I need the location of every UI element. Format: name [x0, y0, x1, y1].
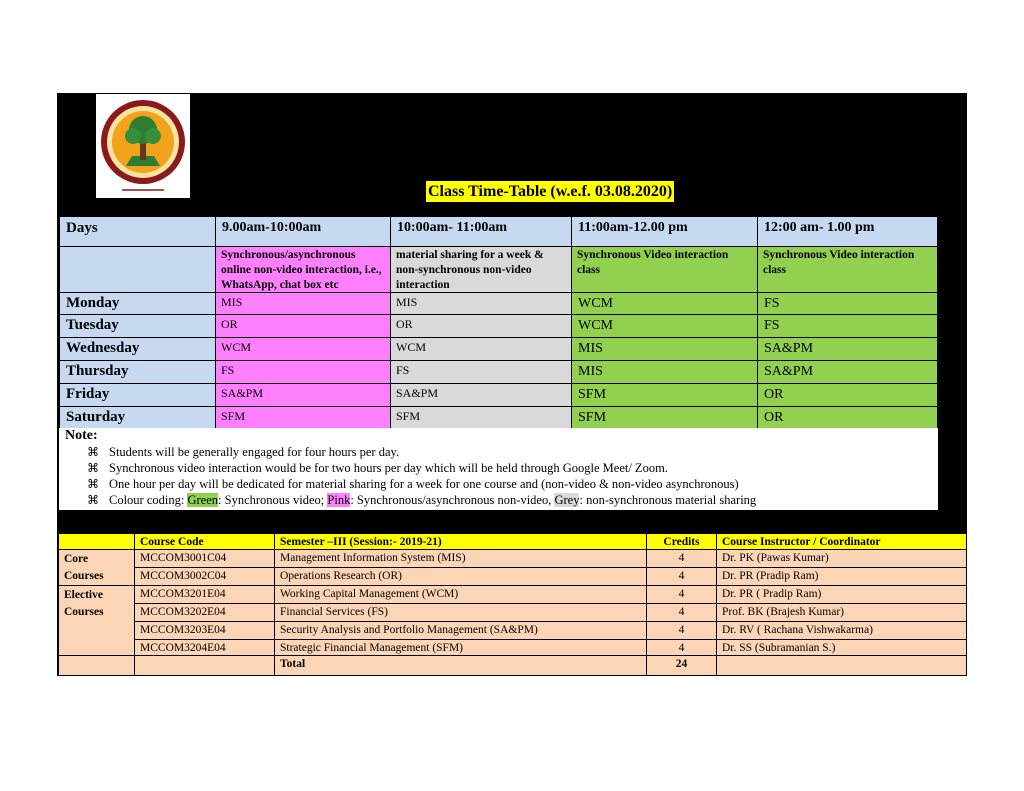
cell-monday-1: MIS — [215, 292, 391, 315]
cell-friday-4: OR — [757, 383, 938, 407]
course-credits: 4 — [646, 621, 717, 640]
total-label: Total — [274, 655, 647, 676]
total-row-code-blank — [134, 655, 275, 676]
pink-highlight: Pink — [327, 493, 351, 507]
course-code: MCCOM3202E04 — [134, 603, 275, 622]
elective-courses-label: Elective Courses — [58, 585, 135, 656]
course-credits: 4 — [646, 639, 717, 656]
note-item: ⌘ One hour per day will be dedicated for material sharing for a week for one course and (non-video & non-video asynchronous) — [87, 477, 739, 491]
cell-tuesday-2: OR — [390, 314, 572, 338]
desc-slot-3: Synchronous Video interaction class — [571, 246, 758, 293]
course-name: Operations Research (OR) — [274, 567, 647, 586]
course-instructor: Dr. RV ( Rachana Vishwakarma) — [716, 621, 967, 640]
cell-thursday-1: FS — [215, 360, 391, 384]
hash-bullet-icon: ⌘ — [87, 445, 99, 459]
cell-wednesday-1: WCM — [215, 337, 391, 361]
cell-wednesday-3: MIS — [571, 337, 758, 361]
course-instructor: Prof. BK (Brajesh Kumar) — [716, 603, 967, 622]
header-slot-1: 9.00am-10:00am — [215, 216, 391, 247]
course-instructor: Dr. SS (Subramanian S.) — [716, 639, 967, 656]
desc-slot-2: material sharing for a week & non-synchronous non-video interaction — [390, 246, 572, 293]
total-row-instructor-blank — [716, 655, 967, 676]
course-instructor: Dr. PR ( Pradip Ram) — [716, 585, 967, 604]
hash-bullet-icon: ⌘ — [87, 477, 99, 491]
day-monday: Monday — [59, 292, 216, 315]
hash-bullet-icon: ⌘ — [87, 461, 99, 475]
header-slot-4: 12:00 am- 1.00 pm — [757, 216, 938, 247]
core-courses-label: Core Courses — [58, 549, 135, 586]
day-wednesday: Wednesday — [59, 337, 216, 361]
day-thursday: Thursday — [59, 360, 216, 384]
day-tuesday: Tuesday — [59, 314, 216, 338]
course-instructor: Dr. PR (Pradip Ram) — [716, 567, 967, 586]
course-credits: 4 — [646, 549, 717, 568]
day-saturday: Saturday — [59, 406, 216, 429]
course-name: Working Capital Management (WCM) — [274, 585, 647, 604]
course-code: MCCOM3203E04 — [134, 621, 275, 640]
cell-saturday-4: OR — [757, 406, 938, 429]
cell-tuesday-3: WCM — [571, 314, 758, 338]
course-header-semester: Semester –III (Session:- 2019-21) — [274, 533, 647, 550]
cell-monday-3: WCM — [571, 292, 758, 315]
course-code: MCCOM3002C04 — [134, 567, 275, 586]
notes-section — [59, 428, 938, 510]
cell-wednesday-2: WCM — [390, 337, 572, 361]
cell-monday-4: FS — [757, 292, 938, 315]
desc-empty — [59, 246, 216, 293]
cell-wednesday-4: SA&PM — [757, 337, 938, 361]
cell-friday-2: SA&PM — [390, 383, 572, 407]
header-days: Days — [59, 216, 216, 247]
course-name: Financial Services (FS) — [274, 603, 647, 622]
header-slot-3: 11:00am-12.00 pm — [571, 216, 758, 247]
note-item: ⌘ Synchronous video interaction would be for two hours per day which will be held through Google Meet/ Zoom. — [87, 461, 668, 475]
total-row-blank — [58, 655, 135, 676]
cell-friday-3: SFM — [571, 383, 758, 407]
course-credits: 4 — [646, 603, 717, 622]
cell-friday-1: SA&PM — [215, 383, 391, 407]
course-credits: 4 — [646, 567, 717, 586]
cell-monday-2: MIS — [390, 292, 572, 315]
green-highlight: Green — [187, 493, 219, 507]
university-seal-icon — [96, 94, 190, 198]
course-name: Strategic Financial Management (SFM) — [274, 639, 647, 656]
course-header-credits: Credits — [646, 533, 717, 550]
page-title: Class Time-Table (w.e.f. 03.08.2020) — [428, 183, 673, 200]
note-item: ⌘ Students will be generally engaged for four hours per day. — [87, 445, 400, 459]
course-code: MCCOM3201E04 — [134, 585, 275, 604]
course-header-instructor: Course Instructor / Coordinator — [716, 533, 967, 550]
course-instructor: Dr. PK (Pawas Kumar) — [716, 549, 967, 568]
cell-thursday-3: MIS — [571, 360, 758, 384]
cell-tuesday-1: OR — [215, 314, 391, 338]
grey-highlight: Grey — [554, 493, 580, 507]
cell-thursday-2: FS — [390, 360, 572, 384]
header-slot-2: 10:00am- 11:00am — [390, 216, 572, 247]
course-code: MCCOM3001C04 — [134, 549, 275, 568]
total-credits: 24 — [646, 655, 717, 676]
hash-bullet-icon: ⌘ — [87, 493, 99, 507]
desc-slot-4: Synchronous Video interaction class — [757, 246, 938, 293]
cell-thursday-4: SA&PM — [757, 360, 938, 384]
course-name: Security Analysis and Portfolio Management (SA&PM) — [274, 621, 647, 640]
course-header-blank — [58, 533, 135, 550]
day-friday: Friday — [59, 383, 216, 407]
desc-slot-1: Synchronous/asynchronous online non-video interaction, i.e., WhatsApp, chat box etc — [215, 246, 391, 293]
cell-saturday-3: SFM — [571, 406, 758, 429]
cell-saturday-1: SFM — [215, 406, 391, 429]
course-code: MCCOM3204E04 — [134, 639, 275, 656]
course-credits: 4 — [646, 585, 717, 604]
cell-tuesday-4: FS — [757, 314, 938, 338]
course-header-code: Course Code — [134, 533, 275, 550]
cell-saturday-2: SFM — [390, 406, 572, 429]
university-logo — [96, 94, 190, 198]
note-colour-coding: ⌘ Colour coding: Green: Synchronous video; Pink: Synchronous/asynchronous non-video, Grey: non-synchronous material sharing — [87, 493, 757, 507]
note-title: Note: — [65, 428, 98, 443]
course-name: Management Information System (MIS) — [274, 549, 647, 568]
